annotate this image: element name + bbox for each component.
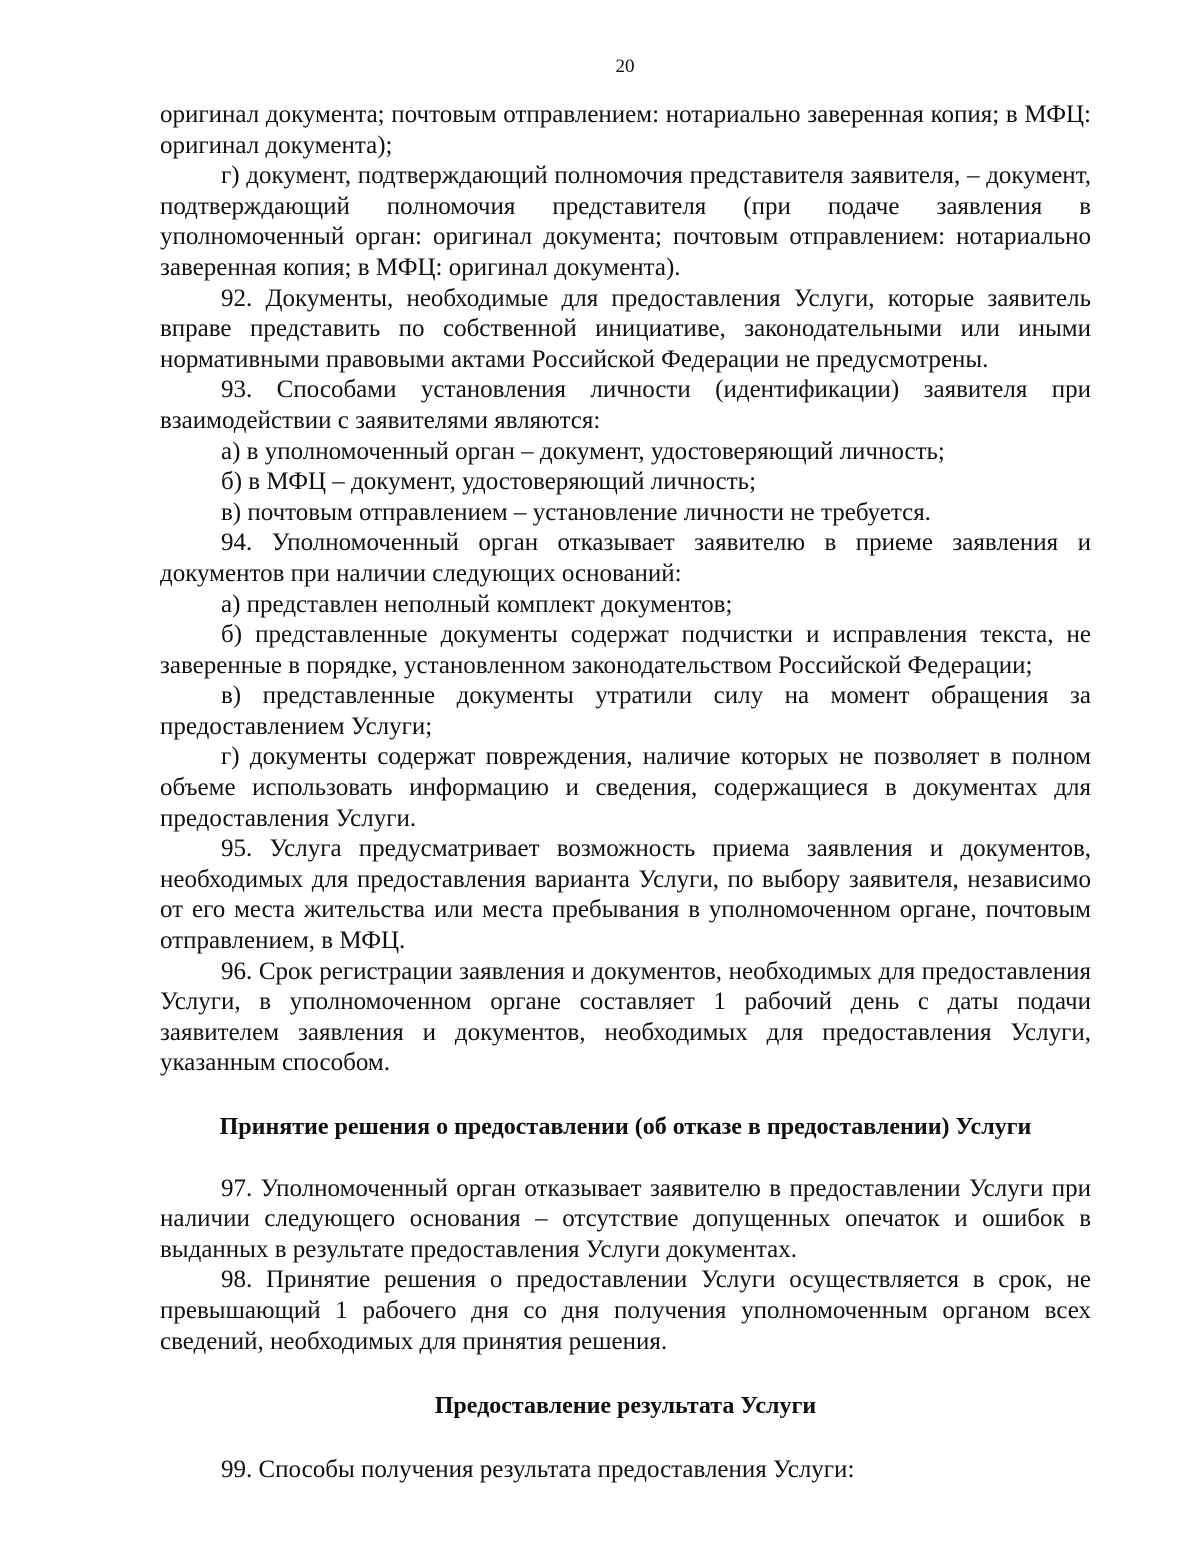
paragraph-94a: а) представлен неполный комплект документов; <box>221 590 733 618</box>
paragraph-91g: г) документ, подтверждающий полномочия представителя заявителя, – документ, подтверждающий полномочия представителя (при подаче заявления в уполномоченный орган: оригинал документа; почтовым отправлением: нотариально заверенная копия; в МФЦ: оригинал документа). <box>160 162 1091 281</box>
paragraph-93a: а) в уполномоченный орган – документ, удостоверяющий личность; <box>221 437 945 465</box>
paragraph-96: 96. Срок регистрации заявления и документов, необходимых для предоставления Услуги, в уполномоченном органе составляет 1 рабочий день с даты подачи заявителем заявления и документов, необходимых для предоставления Услуги, указанным способом. <box>160 957 1091 1077</box>
paragraph-97: 97. Уполномоченный орган отказывает заявителю в предоставлении Услуги при наличии следующего основания – отсутствие допущенных опечаток и ошибок в выданных в результате предоставления Услуги документах. <box>160 1174 1091 1263</box>
page-number: 20 <box>615 56 635 77</box>
paragraph-92: 92. Документы, необходимые для предоставления Услуги, которые заявитель вправе представить по собственной инициативе, законодательными или иными нормативными правовыми актами Российской Федерации не предусмотрены. <box>160 284 1091 373</box>
paragraph-93b: б) в МФЦ – документ, удостоверяющий личность; <box>221 468 757 496</box>
section-heading-result: Предоставление результата Услуги <box>434 1393 817 1420</box>
paragraph-94: 94. Уполномоченный орган отказывает заявителю в приеме заявления и документов при наличии следующих оснований: <box>160 529 1091 587</box>
paragraph-94b: б) представленные документы содержат подчистки и исправления текста, не заверенные в порядке, установленном законодательством Российской Федерации; <box>160 621 1091 679</box>
document-body <box>160 100 1091 1485</box>
paragraph-93: 93. Способами установления личности (идентификации) заявителя при взаимодействии с заявителями являются: <box>160 376 1091 434</box>
paragraph-94g: г) документы содержат повреждения, наличие которых не позволяет в полном объеме использовать информацию и сведения, содержащиеся в документах для предоставления Услуги. <box>160 743 1091 832</box>
paragraph-98: 98. Принятие решения о предоставлении Услуги осуществляется в срок, не превышающий 1 рабочего дня со дня получения уполномоченным органом всех сведений, необходимых для принятия решения. <box>160 1266 1091 1355</box>
paragraph-94v: в) представленные документы утратили силу на момент обращения за предоставлением Услуги; <box>160 682 1091 740</box>
section-heading-decision: Принятие решения о предоставлении (об отказе в предоставлении) Услуги <box>219 1114 1032 1140</box>
paragraph-93v: в) почтовым отправлением – установление личности не требуется. <box>221 498 931 526</box>
paragraph-continuation: оригинал документа; почтовым отправлением: нотариально заверенная копия; в МФЦ: оригинал документа); <box>160 101 1091 159</box>
paragraph-99: 99. Способы получения результата предоставления Услуги: <box>221 1455 855 1483</box>
paragraph-95: 95. Услуга предусматривает возможность приема заявления и документов, необходимых для предоставления варианта Услуги, по выбору заявителя, независимо от его места жительства или места пребывания в уполномоченном органе, почтовым отправлением, в МФЦ. <box>160 835 1091 955</box>
